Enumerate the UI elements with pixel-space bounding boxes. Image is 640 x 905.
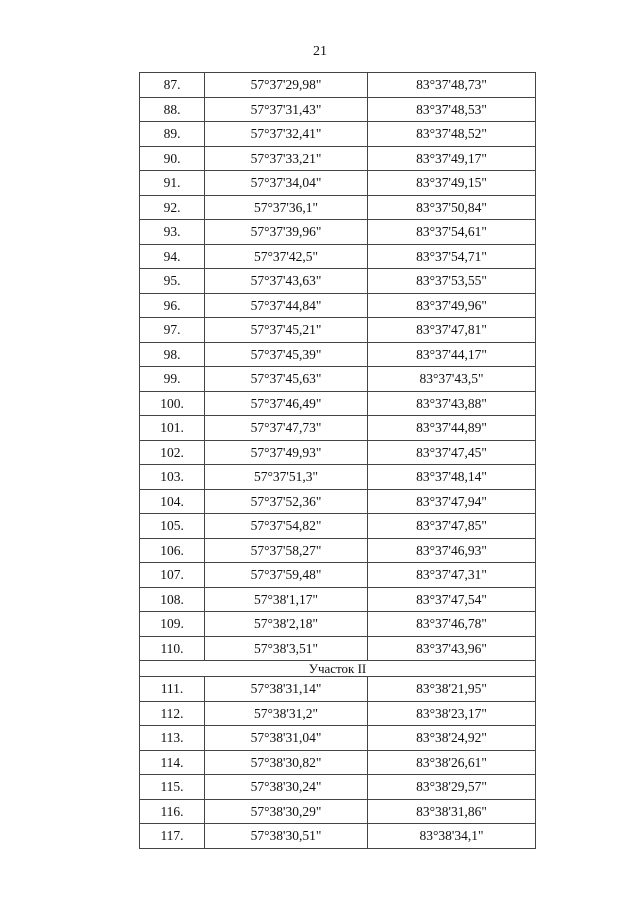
point-number: 98. (140, 342, 205, 367)
latitude-cell: 57°37'52,36" (205, 489, 368, 514)
latitude-cell: 57°38'31,2" (205, 701, 368, 726)
latitude-cell: 57°37'59,48" (205, 563, 368, 588)
longitude-cell: 83°38'26,61" (368, 750, 536, 775)
table-row (140, 171, 536, 196)
longitude-cell: 83°37'47,54" (368, 587, 536, 612)
point-number: 101. (140, 416, 205, 441)
longitude-cell: 83°37'47,81" (368, 318, 536, 343)
table-row (140, 342, 536, 367)
table-row (140, 636, 536, 661)
point-number: 114. (140, 750, 205, 775)
table-row (140, 391, 536, 416)
point-number: 88. (140, 97, 205, 122)
coordinates-table-section (140, 661, 536, 677)
point-number: 89. (140, 122, 205, 147)
latitude-cell: 57°37'58,27" (205, 538, 368, 563)
latitude-cell: 57°37'29,98" (205, 73, 368, 98)
longitude-cell: 83°37'46,93" (368, 538, 536, 563)
longitude-cell: 83°38'21,95" (368, 677, 536, 702)
latitude-cell: 57°37'49,93" (205, 440, 368, 465)
latitude-cell: 57°37'43,63" (205, 269, 368, 294)
point-number: 106. (140, 538, 205, 563)
longitude-cell: 83°38'31,86" (368, 799, 536, 824)
point-number: 87. (140, 73, 205, 98)
latitude-cell: 57°38'31,04" (205, 726, 368, 751)
point-number: 105. (140, 514, 205, 539)
point-number: 107. (140, 563, 205, 588)
longitude-cell: 83°37'44,89" (368, 416, 536, 441)
longitude-cell: 83°37'43,5" (368, 367, 536, 392)
table-row (140, 416, 536, 441)
longitude-cell: 83°37'44,17" (368, 342, 536, 367)
point-number: 115. (140, 775, 205, 800)
point-number: 97. (140, 318, 205, 343)
table-row (140, 726, 536, 751)
point-number: 112. (140, 701, 205, 726)
latitude-cell: 57°37'42,5" (205, 244, 368, 269)
table-row (140, 146, 536, 171)
latitude-cell: 57°38'30,51" (205, 824, 368, 849)
table-row (140, 73, 536, 98)
page-number: 21 (313, 44, 327, 59)
point-number: 102. (140, 440, 205, 465)
point-number: 99. (140, 367, 205, 392)
longitude-cell: 83°37'47,45" (368, 440, 536, 465)
table-row (140, 293, 536, 318)
table-row (140, 220, 536, 245)
table-row (140, 701, 536, 726)
latitude-cell: 57°37'33,21" (205, 146, 368, 171)
point-number: 103. (140, 465, 205, 490)
longitude-cell: 83°38'29,57" (368, 775, 536, 800)
point-number: 93. (140, 220, 205, 245)
latitude-cell: 57°38'30,24" (205, 775, 368, 800)
point-number: 110. (140, 636, 205, 661)
point-number: 113. (140, 726, 205, 751)
latitude-cell: 57°37'36,1" (205, 195, 368, 220)
longitude-cell: 83°37'48,52" (368, 122, 536, 147)
longitude-cell: 83°37'48,73" (368, 73, 536, 98)
longitude-cell: 83°38'34,1" (368, 824, 536, 849)
point-number: 95. (140, 269, 205, 294)
table-row (140, 465, 536, 490)
table-row (140, 440, 536, 465)
longitude-cell: 83°37'54,71" (368, 244, 536, 269)
table-row (140, 750, 536, 775)
latitude-cell: 57°38'30,82" (205, 750, 368, 775)
table-row (140, 538, 536, 563)
latitude-cell: 57°37'31,43" (205, 97, 368, 122)
point-number: 96. (140, 293, 205, 318)
table-row (140, 799, 536, 824)
table-row (140, 677, 536, 702)
latitude-cell: 57°38'2,18" (205, 612, 368, 637)
table-row (140, 514, 536, 539)
latitude-cell: 57°37'54,82" (205, 514, 368, 539)
point-number: 104. (140, 489, 205, 514)
longitude-cell: 83°37'43,88" (368, 391, 536, 416)
point-number: 116. (140, 799, 205, 824)
latitude-cell: 57°37'51,3" (205, 465, 368, 490)
point-number: 117. (140, 824, 205, 849)
latitude-cell: 57°37'46,49" (205, 391, 368, 416)
point-number: 108. (140, 587, 205, 612)
longitude-cell: 83°37'47,94" (368, 489, 536, 514)
latitude-cell: 57°37'39,96" (205, 220, 368, 245)
table-row (140, 612, 536, 637)
latitude-cell: 57°37'32,41" (205, 122, 368, 147)
point-number: 92. (140, 195, 205, 220)
point-number: 100. (140, 391, 205, 416)
table-row (140, 775, 536, 800)
longitude-cell: 83°37'49,17" (368, 146, 536, 171)
longitude-cell: 83°37'47,31" (368, 563, 536, 588)
latitude-cell: 57°37'34,04" (205, 171, 368, 196)
latitude-cell: 57°37'45,21" (205, 318, 368, 343)
longitude-cell: 83°37'48,14" (368, 465, 536, 490)
section-header-row (140, 661, 536, 677)
table-row (140, 97, 536, 122)
longitude-cell: 83°37'54,61" (368, 220, 536, 245)
latitude-cell: 57°38'30,29" (205, 799, 368, 824)
longitude-cell: 83°38'24,92" (368, 726, 536, 751)
point-number: 91. (140, 171, 205, 196)
longitude-cell: 83°38'23,17" (368, 701, 536, 726)
table-row (140, 824, 536, 849)
coordinates-table-part2 (140, 677, 536, 849)
section-label: Участок II (140, 661, 536, 677)
point-number: 94. (140, 244, 205, 269)
table-row (140, 367, 536, 392)
latitude-cell: 57°37'45,63" (205, 367, 368, 392)
table-row (140, 563, 536, 588)
point-number: 111. (140, 677, 205, 702)
table-row (140, 587, 536, 612)
longitude-cell: 83°37'49,15" (368, 171, 536, 196)
coordinates-table (139, 72, 536, 849)
longitude-cell: 83°37'43,96" (368, 636, 536, 661)
latitude-cell: 57°37'44,84" (205, 293, 368, 318)
table-row (140, 318, 536, 343)
table-row (140, 122, 536, 147)
longitude-cell: 83°37'46,78" (368, 612, 536, 637)
longitude-cell: 83°37'48,53" (368, 97, 536, 122)
coordinates-table-part1 (140, 73, 536, 661)
latitude-cell: 57°37'45,39" (205, 342, 368, 367)
latitude-cell: 57°38'1,17" (205, 587, 368, 612)
table-row (140, 244, 536, 269)
point-number: 90. (140, 146, 205, 171)
longitude-cell: 83°37'47,85" (368, 514, 536, 539)
table-row (140, 269, 536, 294)
table-row (140, 489, 536, 514)
latitude-cell: 57°38'3,51" (205, 636, 368, 661)
point-number: 109. (140, 612, 205, 637)
longitude-cell: 83°37'53,55" (368, 269, 536, 294)
longitude-cell: 83°37'50,84" (368, 195, 536, 220)
longitude-cell: 83°37'49,96" (368, 293, 536, 318)
latitude-cell: 57°37'47,73" (205, 416, 368, 441)
table-row (140, 195, 536, 220)
latitude-cell: 57°38'31,14" (205, 677, 368, 702)
